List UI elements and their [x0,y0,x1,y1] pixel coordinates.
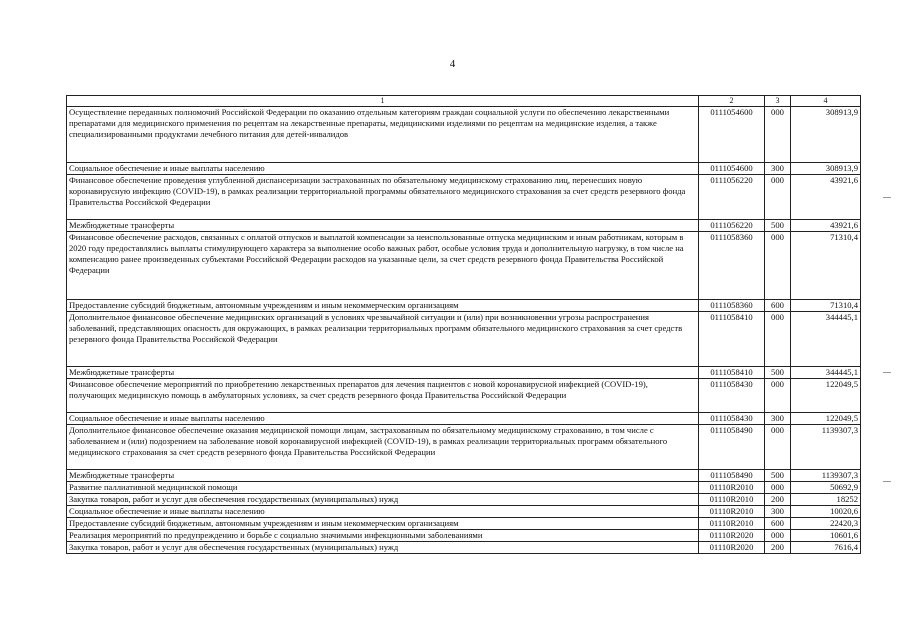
table-row [67,542,861,554]
margin-tick-mark [883,197,891,198]
row-code: 0111056220 [699,175,765,220]
row-type: 300 [765,506,791,518]
row-amount: 122049,5 [791,379,861,413]
table-row [67,379,861,413]
row-amount: 50692,9 [791,482,861,494]
row-code: 0111058360 [699,300,765,312]
row-amount: 344445,1 [791,312,861,367]
header-col-amount: 4 [791,96,861,107]
row-name: Закупка товаров, работ и услуг для обеспечения государственных (муниципальных) нужд [67,494,699,506]
row-amount: 10601,6 [791,530,861,542]
row-type: 300 [765,163,791,175]
row-code: 01110R2010 [699,518,765,530]
row-amount: 18252 [791,494,861,506]
row-code: 01110R2020 [699,530,765,542]
row-type: 000 [765,482,791,494]
header-col-code: 2 [699,96,765,107]
row-code: 0111058410 [699,367,765,379]
row-amount: 308913,9 [791,163,861,175]
margin-tick-mark [883,372,891,373]
row-type: 000 [765,530,791,542]
row-amount: 22420,3 [791,518,861,530]
row-amount: 10020,6 [791,506,861,518]
budget-table [66,95,861,554]
row-code: 01110R2010 [699,494,765,506]
table-body [67,107,861,554]
row-amount: 71310,4 [791,300,861,312]
table-row [67,518,861,530]
row-type: 500 [765,220,791,232]
row-name: Межбюджетные трансферты [67,470,699,482]
row-type: 600 [765,518,791,530]
margin-tick-mark [883,481,891,482]
row-name: Финансовое обеспечение мероприятий по приобретению лекарственных препаратов для лечения пациентов с новой коронавирусной инфекцией (COVID-19), получающих медицинскую помощь в амбулаторных условиях, за счет средств резервного фонда Правительства Российской Федерации [67,379,699,413]
row-name: Социальное обеспечение и иные выплаты населению [67,163,699,175]
row-code: 0111058490 [699,470,765,482]
row-type: 500 [765,470,791,482]
table-row [67,300,861,312]
header-row [67,96,861,107]
row-type: 000 [765,312,791,367]
row-code: 0111058430 [699,413,765,425]
row-type: 500 [765,367,791,379]
row-code: 0111054600 [699,163,765,175]
row-type: 200 [765,494,791,506]
row-name: Финансовое обеспечение расходов, связанных с оплатой отпусков и выплатой компенсации за неиспользованные отпуска медицинским и иным работникам, которым в 2020 году предоставлялись выплаты стимулирующего характера за выполнение особо важных работ, особые условия труда и дополнительную нагрузку, в том числе на компенсацию ранее произведенных субъектами Российской Федерации расходов на указанные цели, за счет средств резервного фонда Правительства Российской Федерации [67,232,699,300]
page-number: 4 [449,58,456,70]
row-type: 000 [765,107,791,163]
row-type: 000 [765,175,791,220]
table-row [67,163,861,175]
row-type: 300 [765,413,791,425]
row-code: 0111058430 [699,379,765,413]
row-code: 01110R2010 [699,506,765,518]
row-type: 600 [765,300,791,312]
header-col-type: 3 [765,96,791,107]
row-name: Дополнительное финансовое обеспечение медицинских организаций в условиях чрезвычайной ситуации и (или) при возникновении угрозы распространения заболеваний, представляющих опасность для окружающих, в рамках реализации территориальных программ обязательного медицинского страхования за счет средств резервного фонда Правительства Российской Федерации [67,312,699,367]
row-code: 0111058360 [699,232,765,300]
row-name: Развитие паллиативной медицинской помощи [67,482,699,494]
table-row [67,175,861,220]
row-code: 0111058410 [699,312,765,367]
header-col-name: 1 [67,96,699,107]
row-name: Реализация мероприятий по предупреждению и борьбе с социально значимыми инфекционными заболеваниями [67,530,699,542]
row-name: Финансовое обеспечение проведения углубленной диспансеризации застрахованных по обязательному медицинскому страхованию лиц, перенесших новую коронавирусную инфекцию (COVID-19), в рамках реализации территориальной программы обязательного медицинского страхования за счет средств резервного фонда Правительства Российской Федерации [67,175,699,220]
table-row [67,506,861,518]
row-amount: 7616,4 [791,542,861,554]
table-row [67,413,861,425]
row-amount: 71310,4 [791,232,861,300]
table-row [67,220,861,232]
row-code: 01110R2010 [699,482,765,494]
table-row [67,470,861,482]
row-amount: 1139307,3 [791,425,861,470]
row-code: 0111058490 [699,425,765,470]
table-row [67,425,861,470]
row-type: 000 [765,232,791,300]
row-code: 0111056220 [699,220,765,232]
table-row [67,494,861,506]
row-amount: 344445,1 [791,367,861,379]
table-row [67,367,861,379]
row-name: Дополнительное финансовое обеспечение оказания медицинской помощи лицам, застрахованным по обязательному медицинскому страхованию, в том числе с заболеванием и (или) подозрением на заболевание новой коронавирусной инфекцией (COVID-19), в рамках реализации территориальных программ обязательного медицинского страхования за счет средств резервного фонда Правительства Российской Федерации [67,425,699,470]
row-type: 200 [765,542,791,554]
table-row [67,482,861,494]
row-type: 000 [765,379,791,413]
row-amount: 308913,9 [791,107,861,163]
row-name: Межбюджетные трансферты [67,367,699,379]
row-amount: 43921,6 [791,175,861,220]
row-name: Предоставление субсидий бюджетным, автономным учреждениям и иным некоммерческим организациям [67,518,699,530]
row-name: Социальное обеспечение и иные выплаты населению [67,413,699,425]
row-type: 000 [765,425,791,470]
row-amount: 1139307,3 [791,470,861,482]
row-name: Осуществление переданных полномочий Российской Федерации по оказанию отдельным категориям граждан социальной услуги по обеспечению лекарственными препаратами для медицинского применения по рецептам на лекарственные препараты, медицинскими изделиями по рецептам на медицинские изделия, а также специализированными продуктами лечебного питания для детей-инвалидов [67,107,699,163]
table-row [67,107,861,163]
table-row [67,312,861,367]
row-name: Закупка товаров, работ и услуг для обеспечения государственных (муниципальных) нужд [67,542,699,554]
row-code: 01110R2020 [699,542,765,554]
row-amount: 122049,5 [791,413,861,425]
table-header [67,96,861,107]
table-row [67,232,861,300]
row-code: 0111054600 [699,107,765,163]
table-row [67,530,861,542]
row-amount: 43921,6 [791,220,861,232]
row-name: Межбюджетные трансферты [67,220,699,232]
row-name: Социальное обеспечение и иные выплаты населению [67,506,699,518]
row-name: Предоставление субсидий бюджетным, автономным учреждениям и иным некоммерческим организациям [67,300,699,312]
